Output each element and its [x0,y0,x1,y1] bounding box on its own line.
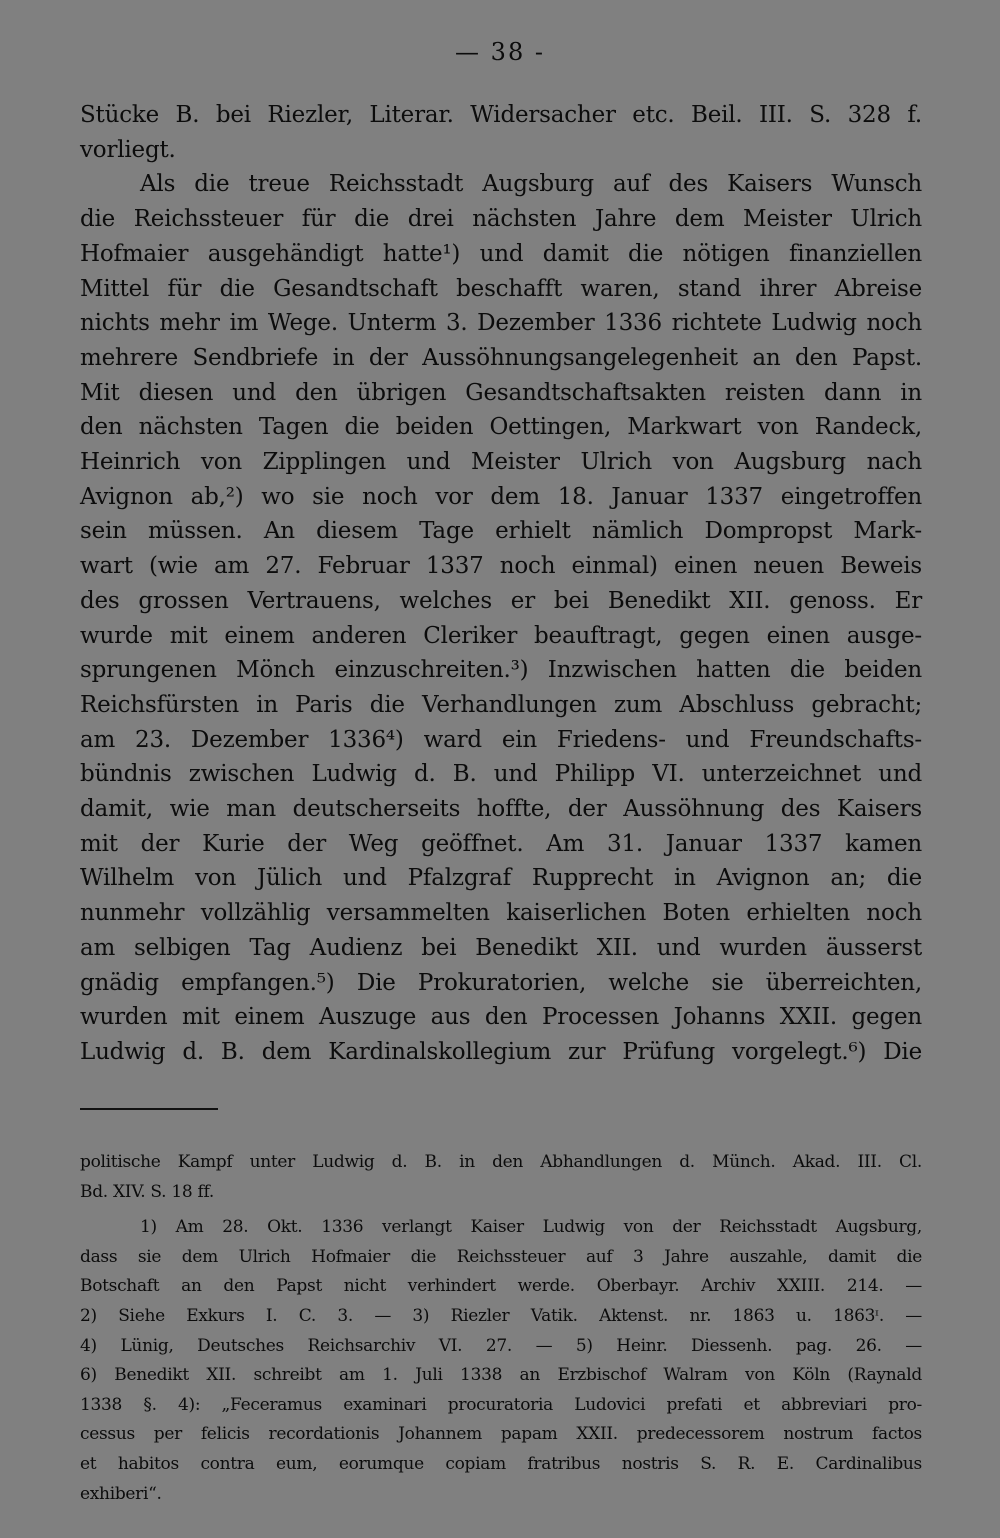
text-line: sprungenen Mönch einzuschreiten.³) Inzwischen hatten die beiden [80,657,922,684]
text-line: die Reichssteuer für die drei nächsten Jahre dem Meister Ulrich [80,206,922,233]
footnote-line: politische Kampf unter Ludwig d. B. in den Abhandlungen d. Münch. Akad. III. Cl. [80,1152,922,1172]
text-line: Heinrich von Zipplingen und Meister Ulrich von Augsburg nach [80,449,922,476]
footnotes [80,1148,922,1509]
footnote-line: Botschaft an den Papst nicht verhindert werde. Oberbayr. Archiv XXIII. 214. — [80,1276,922,1297]
footnote-line: 1338 §. 4): „Feceramus examinari procuratoria Ludovici prefati et abbreviari pro- [80,1394,922,1415]
text-line: sein müssen. An diesem Tage erhielt nämlich Dompropst Mark- [80,518,922,545]
text-line: Hofmaier ausgehändigt hatte¹) und damit die nötigen finanziellen [80,240,922,267]
text-line: wurden mit einem Auszuge aus den Processen Johanns XXII. gegen [80,1004,922,1031]
footnote-line: Bd. XIV. S. 18 ff. [80,1181,214,1202]
footnote-line: 1) Am 28. Okt. 1336 verlangt Kaiser Ludwig von der Reichsstadt Augsburg, [140,1217,922,1238]
text-line: vorliegt. [80,136,176,163]
text-line: Als die treue Reichsstadt Augsburg auf des Kaisers Wunsch [140,171,922,198]
text-line: gnädig empfangen.⁵) Die Prokuratorien, welche sie überreichten, [80,969,922,996]
footnote-divider [80,1108,218,1110]
text-line: Ludwig d. B. dem Kardinalskollegium zur Prüfung vorgelegt.⁶) Die [80,1038,922,1065]
text-line: bündnis zwischen Ludwig d. B. und Philipp VI. unterzeichnet und [80,761,922,788]
text-line: am selbigen Tag Audienz bei Benedikt XII. und wurden äusserst [80,934,922,961]
text-line: nunmehr vollzählig versammelten kaiserlichen Boten erhielten noch [80,900,922,927]
text-line: mehrere Sendbriefe in der Aussöhnungsangelegenheit an den Papst. [80,344,922,371]
footnote-line: 4) Lünig, Deutsches Reichsarchiv VI. 27. — 5) Heinr. Diessenh. pag. 26. — [80,1335,922,1356]
footnote-line: et habitos contra eum, eorumque copiam fratribus nostris S. R. E. Cardinalibus [80,1453,922,1474]
text-line: Stücke B. bei Riezler, Literar. Widersacher etc. Beil. III. S. 328 f. [80,102,922,128]
text-line: Mittel für die Gesandtschaft beschafft waren, stand ihrer Abreise [80,275,922,302]
text-line: nichts mehr im Wege. Unterm 3. Dezember 1336 richtete Ludwig noch [80,310,922,337]
text-line: Mit diesen und den übrigen Gesandtschaftsakten reisten dann in [80,379,922,406]
text-line: Avignon ab,²) wo sie noch vor dem 18. Januar 1337 eingetroffen [80,483,922,510]
footnote-line: cessus per felicis recordationis Johannem papam XXII. predecessorem nostrum factos [80,1424,922,1445]
text-line: Reichsfürsten in Paris die Verhandlungen zum Abschluss gebracht; [80,691,922,718]
main-text [80,98,922,1070]
text-line: mit der Kurie der Weg geöffnet. Am 31. Januar 1337 kamen [80,830,922,857]
text-line: des grossen Vertrauens, welches er bei Benedikt XII. genoss. Er [80,587,922,614]
text-line: wurde mit einem anderen Cleriker beauftragt, gegen einen ausge- [80,622,922,649]
footnote-line: dass sie dem Ulrich Hofmaier die Reichssteuer auf 3 Jahre auszahle, damit die [80,1246,922,1267]
footnote-line: 6) Benedikt XII. schreibt am 1. Juli 1338 an Erzbischof Walram von Köln (Raynald [80,1365,922,1386]
text-line: damit, wie man deutscherseits hoffte, der Aussöhnung des Kaisers [80,796,922,823]
text-line: den nächsten Tagen die beiden Oettingen, Markwart von Randeck, [80,414,922,441]
footnote-line: 2) Siehe Exkurs I. C. 3. — 3) Riezler Vatik. Aktenst. nr. 1863 u. 1863ᶦ. — [80,1305,922,1326]
text-line: am 23. Dezember 1336⁴) ward ein Friedens- und Freundschafts- [80,726,922,753]
text-line: Wilhelm von Jülich und Pfalzgraf Rupprecht in Avignon an; die [80,865,922,892]
text-line: wart (wie am 27. Februar 1337 noch einmal) einen neuen Beweis [80,553,922,580]
page-number: — 38 - [455,38,545,66]
footnote-line: exhiberi“. [80,1483,162,1504]
